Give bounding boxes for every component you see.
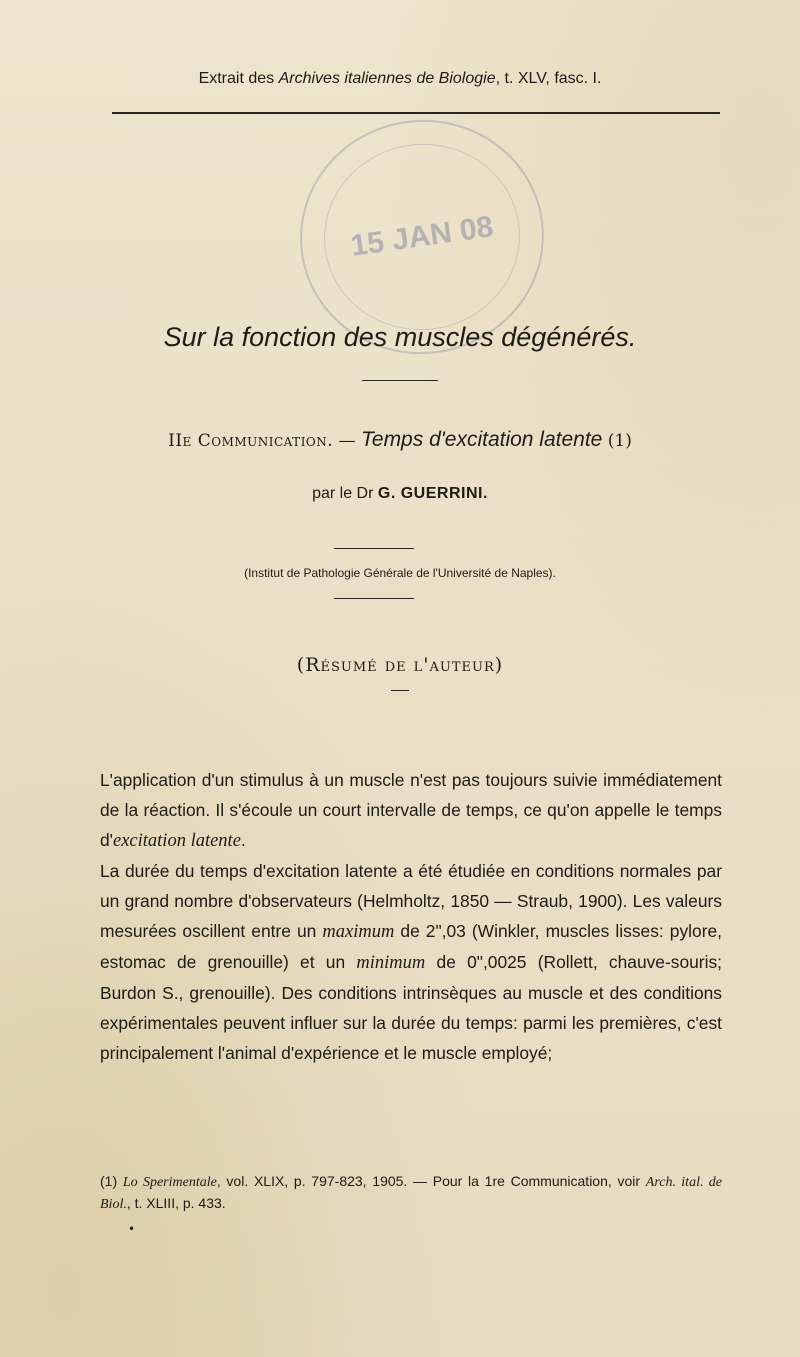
article-title: Sur la fonction des muscles dégénérés. bbox=[163, 322, 637, 352]
paragraph-2-minimum: minimum bbox=[356, 953, 426, 973]
paragraph-1 bbox=[100, 765, 722, 856]
footnote-text-1: , vol. XLIX, p. 797-823, 1905. — Pour la 1re Communication, voir bbox=[216, 1173, 646, 1189]
paragraph-2-text-c: de 0",0025 (Rollett, chauve-souris; Burdon S., grenouille). Des conditions intrinsèques au muscle et des conditions expérimentales peuvent influer sur la durée du temps: parmi les premières, c'est principalement l'animal d'expérience et le muscle employé; bbox=[100, 952, 722, 1063]
footnote-text-2: , t. XLIII, p. 433. bbox=[126, 1195, 226, 1211]
footnote bbox=[100, 1171, 722, 1215]
paragraph-1-end: . bbox=[240, 830, 246, 850]
header-rule bbox=[112, 112, 720, 114]
author-line bbox=[0, 485, 800, 503]
communication-subject: Temps d'excitation latente bbox=[360, 428, 603, 451]
communication-separator: — bbox=[338, 431, 356, 451]
stamp-date: 15 JAN 08 bbox=[348, 210, 496, 263]
paragraph-2-text-a: La durée du temps d'excitation latente a été étudiée en conditions normales par un grand nombre d'observateurs (Helmholtz, 1850 — Straub, 1900). Les valeurs mesurées oscillent entre un bbox=[100, 861, 722, 941]
paragraph-2-text-b: de 2",03 (Winkler, muscles lisses: pylore, estomac de grenouille) et un bbox=[100, 921, 722, 972]
communication-line bbox=[0, 428, 800, 452]
author-name: G. GUERRINI. bbox=[377, 485, 488, 502]
author-prefix: par le Dr bbox=[312, 485, 374, 502]
running-header bbox=[0, 70, 800, 88]
author-rule bbox=[334, 548, 414, 549]
communication-label: IIe Communication. bbox=[168, 431, 334, 451]
ink-dot: • bbox=[128, 1222, 136, 1236]
footnote-ref: (1) bbox=[100, 1173, 118, 1189]
paragraph-2 bbox=[100, 856, 722, 1068]
title-rule bbox=[362, 380, 438, 381]
header-journal: Archives italiennes de Biologie bbox=[278, 70, 496, 87]
stamp-inner-ring bbox=[312, 131, 532, 342]
communication-note-ref: (1) bbox=[607, 431, 632, 451]
header-prefix: Extrait des bbox=[198, 70, 279, 87]
paragraph-1-text: L'application d'un stimulus à un muscle n'est pas toujours suivie immédiatement de la réaction. Il s'écoule un court intervalle de temps, ce qu'on appelle le temps d' bbox=[100, 770, 722, 850]
footnote-journal-2: Arch. ital. de Biol. bbox=[100, 1175, 723, 1212]
paragraph-1-emphasis: excitation latente bbox=[113, 831, 241, 851]
paragraph-2-maximum: maximum bbox=[322, 922, 395, 942]
resume-label: (Résumé de l'auteur) bbox=[296, 654, 504, 676]
body-text bbox=[100, 765, 722, 1068]
footnote-journal: Lo Sperimentale bbox=[122, 1175, 217, 1190]
header-suffix: , t. XLV, fasc. I. bbox=[495, 70, 602, 87]
institute-rule bbox=[334, 598, 414, 599]
resume-rule bbox=[391, 690, 409, 691]
institute: (Institut de Pathologie Générale de l'Université de Naples). bbox=[244, 566, 556, 580]
